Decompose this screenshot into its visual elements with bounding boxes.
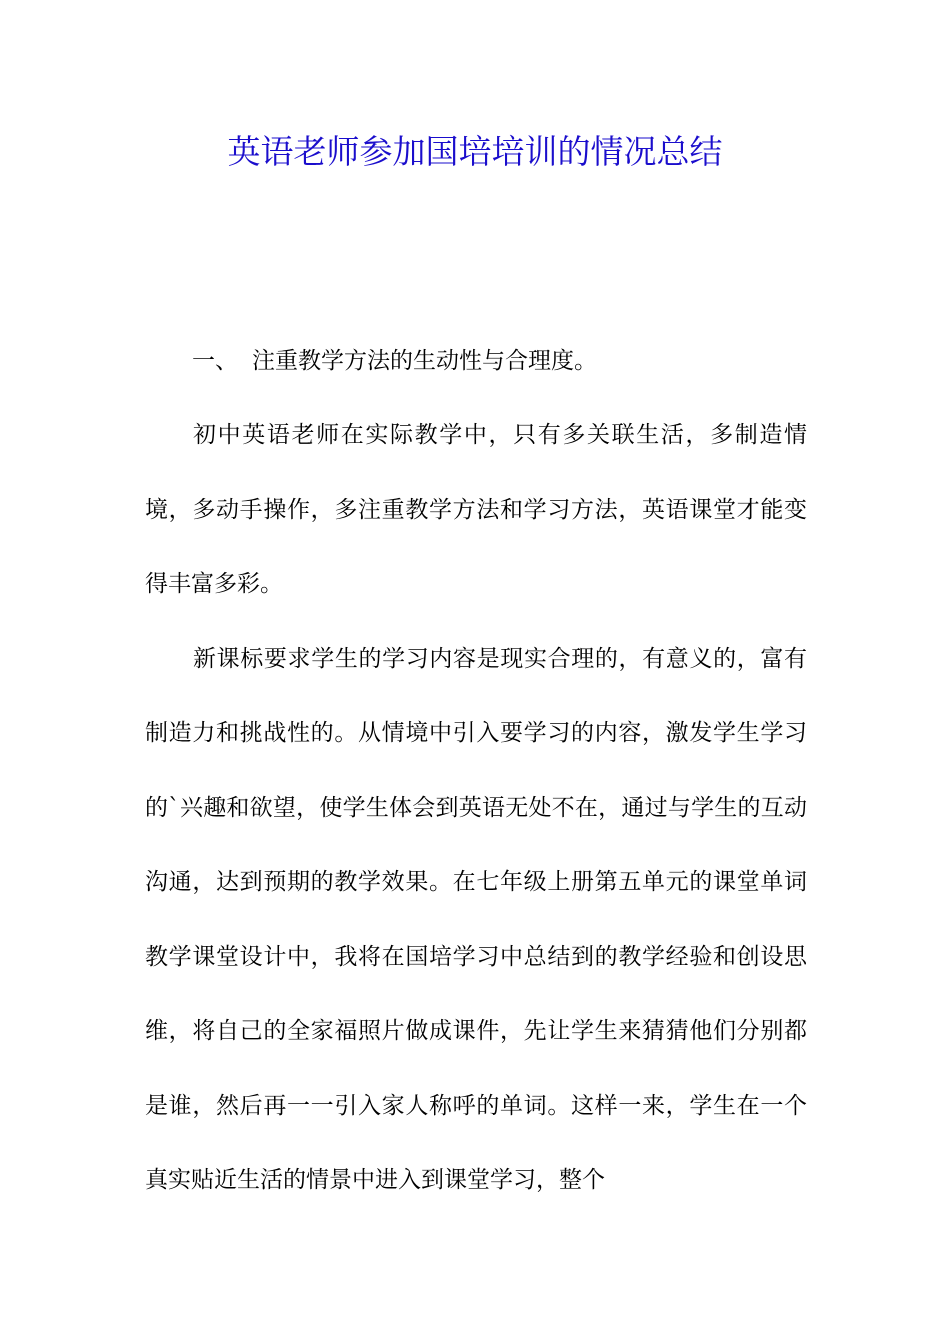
paragraph-2: 新课标要求学生的学习内容是现实合理的，有意义的，富有制造力和挑战性的。从情境中引入要学习的内容，激发学生学习的`兴趣和欲望，使学生体会到英语无处不在，通过与学生的互动沟通，达到预期的教学效果。在七年级上册第五单元的课堂单词教学课堂设计中，我将在国培学习中总结到的教学经验和创设思维，将自己的全家福照片做成课件，先让学生来猜猜他们分别都是谁，然后再一一引入家人称呼的单词。这样一来，学生在一个真实贴近生活的情景中进入到课堂学习，整个 (145, 645, 807, 1193)
section-number: 一、 (192, 348, 238, 374)
section-heading (192, 324, 597, 399)
section-heading-text: 注重教学方法的生动性与合理度。 (252, 348, 597, 374)
paragraph-1: 初中英语老师在实际教学中，只有多关联生活，多制造情境，多动手操作，多注重教学方法和学习方法，英语课堂才能变得丰富多彩。 (145, 422, 807, 597)
document-title: 英语老师参加国培培训的情况总结 (227, 132, 723, 171)
body-text (145, 398, 807, 1218)
